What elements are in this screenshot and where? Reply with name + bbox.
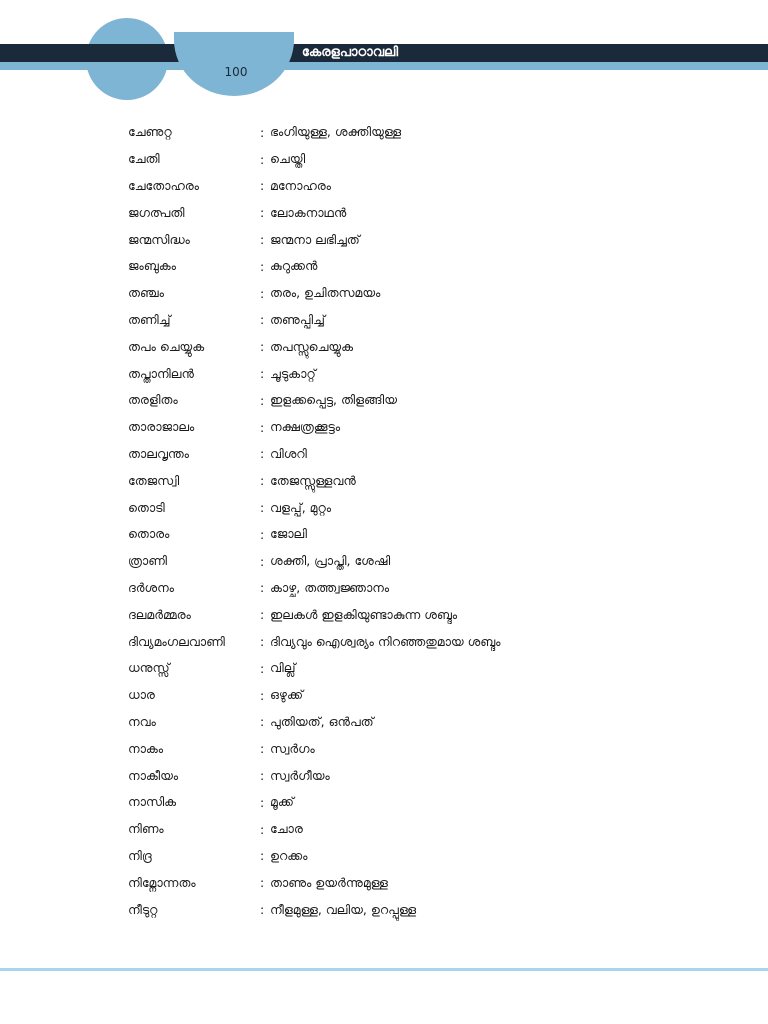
glossary-row <box>128 119 688 146</box>
glossary-definition: തപസ്സുചെയ്യുക <box>270 338 354 354</box>
glossary-row <box>128 682 688 709</box>
glossary-row <box>128 575 688 602</box>
glossary-row <box>128 843 688 870</box>
glossary-term: താരാജാലം <box>128 419 195 435</box>
glossary-term: ചേണുറ്റ <box>128 124 172 140</box>
glossary-separator: : <box>260 285 265 301</box>
glossary-row <box>128 360 688 387</box>
glossary-separator: : <box>260 660 265 676</box>
glossary-term: നിമ്നോന്നതം <box>128 874 196 890</box>
glossary-term: തൊടി <box>128 499 165 515</box>
footer-line <box>0 968 768 971</box>
glossary-list <box>128 119 688 923</box>
glossary-row <box>128 387 688 414</box>
glossary-definition: ചെയ്തി <box>270 151 306 167</box>
glossary-definition: വിശറി <box>270 445 307 461</box>
glossary-separator: : <box>260 687 265 703</box>
glossary-term: ജഗത്പതി <box>128 204 185 220</box>
glossary-definition: ശക്തി, പ്രാപ്തി, ശേഷി <box>270 553 391 569</box>
glossary-separator: : <box>260 446 265 462</box>
glossary-separator: : <box>260 821 265 837</box>
glossary-row <box>128 735 688 762</box>
glossary-definition: പുതിയത്, ഒൻപത് <box>270 713 374 729</box>
glossary-definition: നക്ഷത്രക്കൂട്ടം <box>270 419 341 435</box>
glossary-definition: സ്വർഗം <box>270 740 315 756</box>
glossary-separator: : <box>260 419 265 435</box>
glossary-row <box>128 173 688 200</box>
glossary-row <box>128 601 688 628</box>
glossary-definition: ദിവ്യവും ഐശ്വര്യം നിറഞ്ഞതുമായ ശബ്ദം <box>270 633 501 649</box>
glossary-term: നിണം <box>128 821 164 837</box>
glossary-term: ജന്മസിദ്ധം <box>128 231 190 247</box>
glossary-separator: : <box>260 232 265 248</box>
glossary-separator: : <box>260 312 265 328</box>
glossary-row <box>128 441 688 468</box>
glossary-definition: മനോഹരം <box>270 177 331 193</box>
glossary-term: ത്രാണി <box>128 553 168 569</box>
glossary-row <box>128 146 688 173</box>
glossary-definition: ജന്മനാ ലഭിച്ചത് <box>270 231 360 247</box>
glossary-separator: : <box>260 500 265 516</box>
glossary-definition: തണുപ്പിച്ച് <box>270 311 325 327</box>
glossary-definition: വില്ല് <box>270 660 296 676</box>
glossary-term: ദിവ്യമംഗലവാണി <box>128 633 225 649</box>
page-number: 100 <box>224 65 248 79</box>
glossary-term: നാസിക <box>128 794 177 810</box>
glossary-separator: : <box>260 178 265 194</box>
glossary-definition: ചോര <box>270 821 303 837</box>
glossary-separator: : <box>260 902 265 917</box>
glossary-term: ജംബുകം <box>128 258 176 274</box>
glossary-term: താലവൃന്തം <box>128 445 189 461</box>
glossary-term: ചേതോഹരം <box>128 177 199 193</box>
glossary-separator: : <box>260 714 265 730</box>
glossary-separator: : <box>260 473 265 489</box>
header-accent-stripe <box>0 62 768 70</box>
glossary-definition: സ്വർഗീയം <box>270 767 330 783</box>
glossary-row <box>128 896 688 923</box>
book-title: കേരളപാഠാവലി <box>301 45 399 60</box>
glossary-separator: : <box>260 526 265 542</box>
glossary-row <box>128 789 688 816</box>
glossary-separator: : <box>260 553 265 569</box>
glossary-row <box>128 307 688 334</box>
glossary-term: ദർശനം <box>128 579 174 595</box>
glossary-definition: ലോകനാഥൻ <box>270 204 347 220</box>
glossary-term: ചേതി <box>128 151 160 167</box>
glossary-term: ധാര <box>128 687 155 703</box>
page-header <box>0 0 768 110</box>
glossary-definition: നീളമുള്ള, വലിയ, ഉറപ്പുള്ള <box>270 901 417 917</box>
glossary-row <box>128 414 688 441</box>
glossary-definition: തരം, ഉചിതസമയം <box>270 285 381 301</box>
glossary-row <box>128 628 688 655</box>
glossary-definition: വളപ്പ്, മുറ്റം <box>270 499 332 515</box>
glossary-row <box>128 253 688 280</box>
glossary-definition: മൂക്ക് <box>270 794 294 810</box>
glossary-row <box>128 226 688 253</box>
glossary-row <box>128 467 688 494</box>
glossary-row <box>128 548 688 575</box>
glossary-definition: താണും ഉയർന്നുമുള്ള <box>270 874 388 890</box>
glossary-definition: ജോലി <box>270 526 307 542</box>
glossary-definition: ഉറക്കം <box>270 847 308 863</box>
glossary-separator: : <box>260 205 265 221</box>
glossary-row <box>128 280 688 307</box>
glossary-row <box>128 494 688 521</box>
glossary-separator: : <box>260 366 265 382</box>
glossary-term: നാകം <box>128 740 164 756</box>
glossary-row <box>128 333 688 360</box>
glossary-definition: കാഴ്ച, തത്ത്വജ്ഞാനം <box>270 579 390 595</box>
glossary-term: തൊരം <box>128 526 170 542</box>
glossary-row <box>128 199 688 226</box>
glossary-separator: : <box>260 124 265 140</box>
glossary-term: തണിച്ച് <box>128 311 171 327</box>
glossary-row <box>128 655 688 682</box>
glossary-term: ദലമർമ്മരം <box>128 606 191 622</box>
glossary-separator: : <box>260 848 265 864</box>
glossary-row <box>128 869 688 896</box>
glossary-definition: ഭംഗിയുള്ള, ശക്തിയുള്ള <box>270 124 402 140</box>
glossary-separator: : <box>260 607 265 623</box>
glossary-definition: ചൂടുകാറ്റ് <box>270 365 316 381</box>
glossary-definition: ഇലകൾ ഇളകിയുണ്ടാകുന്ന ശബ്ദം <box>270 606 458 622</box>
glossary-row <box>128 816 688 843</box>
glossary-separator: : <box>260 875 265 891</box>
glossary-term: തപം ചെയ്യുക <box>128 338 205 354</box>
glossary-term: തരളിതം <box>128 392 178 408</box>
glossary-separator: : <box>260 339 265 355</box>
glossary-term: നീടുറ്റ <box>128 901 158 917</box>
glossary-separator: : <box>260 580 265 596</box>
glossary-definition: ഒഴുക്ക് <box>270 687 303 703</box>
glossary-term: തപ്താനിലൻ <box>128 365 194 381</box>
glossary-term: നിദ്ര <box>128 847 152 863</box>
glossary-separator: : <box>260 794 265 810</box>
glossary-term: ധനുസ്സ് <box>128 660 170 676</box>
glossary-separator: : <box>260 768 265 784</box>
glossary-term: നവം <box>128 713 156 729</box>
glossary-separator: : <box>260 392 265 408</box>
glossary-term: നാകീയം <box>128 767 179 783</box>
glossary-separator: : <box>260 741 265 757</box>
glossary-term: തേജസ്വി <box>128 472 180 488</box>
glossary-row <box>128 762 688 789</box>
glossary-definition: കുറുക്കൻ <box>270 258 318 274</box>
glossary-row <box>128 709 688 736</box>
glossary-separator: : <box>260 634 265 650</box>
glossary-row <box>128 521 688 548</box>
glossary-separator: : <box>260 258 265 274</box>
glossary-separator: : <box>260 151 265 167</box>
glossary-definition: തേജസ്സുള്ളവൻ <box>270 472 356 488</box>
glossary-definition: ഇളക്കപ്പെട്ട, തിളങ്ങിയ <box>270 392 397 408</box>
glossary-term: തഞ്ചം <box>128 285 164 301</box>
